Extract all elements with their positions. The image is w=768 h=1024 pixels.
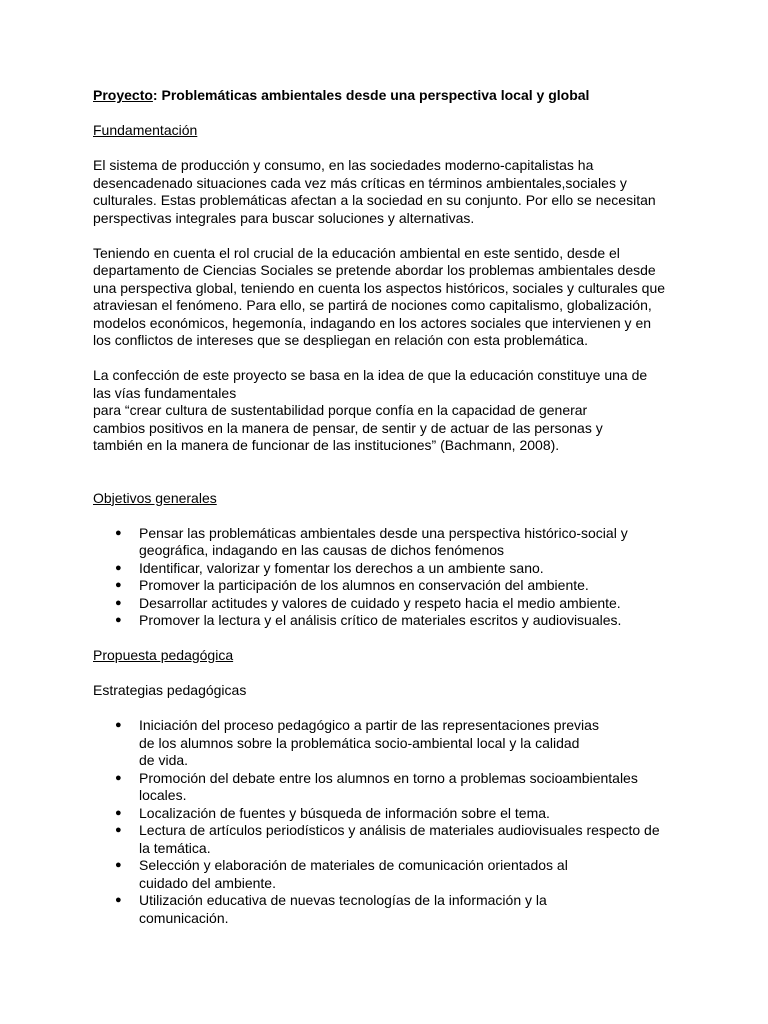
- list-item: [93, 595, 683, 613]
- paragraph-line: Teniendo en cuenta el rol crucial de la educación ambiental en este sentido, desde el: [93, 244, 620, 261]
- heading-propuesta: Propuesta pedagógica: [93, 647, 234, 663]
- list-item-line: ● Localización de fuentes y búsqueda de información sobre el tema.: [139, 804, 550, 821]
- paragraph-line: una perspectiva global, teniendo en cuenta los aspectos históricos, sociales y culturales que: [93, 279, 666, 296]
- paragraph-line: departamento de Ciencias Sociales se pretende abordar los problemas ambientales desde: [93, 262, 656, 278]
- heading-fundamentacion: Fundamentación: [93, 122, 198, 138]
- list-item-line: de vida.: [139, 752, 189, 768]
- list-item: [93, 560, 683, 578]
- list-item: [93, 577, 683, 595]
- estrategias-list: [93, 717, 683, 927]
- list-item: [93, 805, 683, 823]
- list-item-line: ● Pensar las problemáticas ambientales desde una perspectiva histórico-social y: [139, 524, 628, 541]
- paragraph-line: los conflictos de intereses que se despliegan en relación con esta problemática.: [93, 332, 588, 348]
- list-item-line: geográfica, indagando en las causas de dichos fenómenos: [139, 542, 505, 558]
- objetivos-list: [93, 525, 683, 630]
- list-item-line: ● Promover la participación de los alumnos en conservación del ambiente.: [139, 577, 589, 593]
- paragraph-line: también en la manera de funcionar de las instituciones” (Bachmann, 2008).: [93, 437, 560, 453]
- title-text: Problemáticas ambientales desde una perspectiva local y global: [157, 87, 590, 103]
- paragraph-line: atraviesan el fenómeno. Para ello, se partirá de nociones como capitalismo, globalización,: [93, 297, 652, 313]
- subheading-estrategias: Estrategias pedagógicas: [93, 682, 247, 698]
- paragraph-1: [93, 157, 683, 227]
- list-item-line: locales.: [139, 787, 187, 803]
- list-item-line: ● Selección y elaboración de materiales de comunicación orientados al: [139, 857, 568, 873]
- document-title: [93, 87, 683, 105]
- paragraph-line: culturales. Estas problemáticas afectan a la sociedad en su conjunto. Por ello se necesitan: [93, 192, 656, 208]
- list-item-line: ● Iniciación del proceso pedagógico a partir de las representaciones previas: [139, 717, 599, 733]
- list-item-line: la temática.: [139, 839, 211, 856]
- list-item-line: ● Identificar, valorizar y fomentar los derechos a un ambiente sano.: [139, 559, 544, 576]
- document-body: [93, 87, 683, 927]
- list-item: [93, 612, 683, 630]
- paragraph-line: modelos económicos, hegemonía, indagando en los actores sociales que intervienen y en: [93, 314, 652, 331]
- paragraph-3: [93, 367, 683, 455]
- title-label: Proyecto: [93, 87, 153, 103]
- list-item-line: ● Desarrollar actitudes y valores de cuidado y respeto hacia el medio ambiente.: [139, 594, 621, 611]
- list-item-line: ● Promover la lectura y el análisis crítico de materiales escritos y audiovisuales.: [139, 612, 622, 628]
- paragraph-line: El sistema de producción y consumo, en las sociedades moderno-capitalistas ha: [93, 157, 594, 173]
- paragraph-2: [93, 245, 683, 350]
- list-item-line: ● Promoción del debate entre los alumnos en torno a problemas socioambientales: [139, 769, 638, 786]
- paragraph-line: para “crear cultura de sustentabilidad porque confía en la capacidad de generar: [93, 402, 588, 418]
- list-item-line: de los alumnos sobre la problemática socio-ambiental local y la calidad: [139, 734, 580, 751]
- paragraph-line: las vías fundamentales: [93, 384, 237, 401]
- list-item-line: cuidado del ambiente.: [139, 874, 276, 891]
- paragraph-line: perspectivas integrales para buscar soluciones y alternativas.: [93, 209, 475, 226]
- list-item: [93, 770, 683, 805]
- paragraph-line: desencadenado situaciones cada vez más críticas en términos ambientales,sociales y: [93, 174, 627, 191]
- list-item: [93, 892, 683, 927]
- list-item: [93, 822, 683, 857]
- paragraph-line: cambios positivos en la manera de pensar, de sentir y de actuar de las personas y: [93, 419, 603, 436]
- title-colon: :: [152, 87, 158, 103]
- paragraph-line: La confección de este proyecto se basa en la idea de que la educación constituye una de: [93, 367, 648, 383]
- list-item: [93, 525, 683, 560]
- list-item-line: comunicación.: [139, 909, 229, 926]
- list-item-line: ● Lectura de artículos periodísticos y análisis de materiales audiovisuales respecto de: [139, 822, 660, 838]
- list-item-line: ● Utilización educativa de nuevas tecnologías de la información y la: [139, 892, 547, 908]
- list-item: [93, 857, 683, 892]
- heading-objetivos: Objetivos generales: [93, 489, 217, 506]
- list-item: [93, 717, 683, 770]
